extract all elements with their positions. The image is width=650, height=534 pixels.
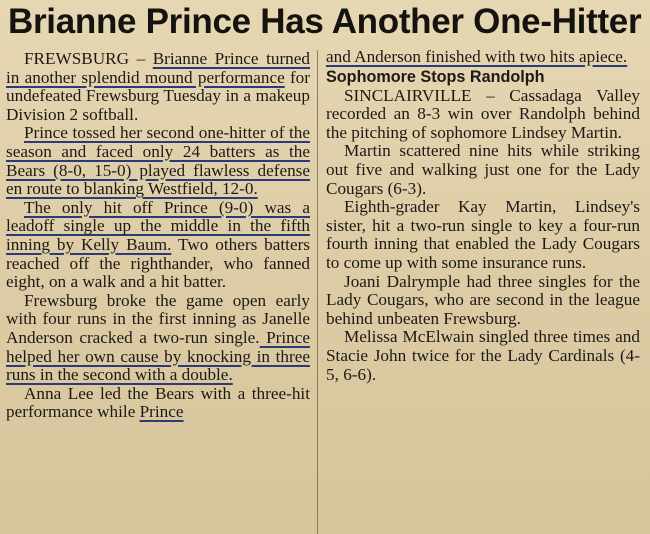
right-column: [326, 48, 640, 384]
underlined-text: Prince tossed her second one-hitter of the season and faced only 24 batters as the Bears (8-0, 15-0) played flawless defense en route to blanking Westfield, 12-0.: [6, 123, 310, 199]
paragraph: Eighth-grader Kay Martin, Lindsey's sister, hit a two-run single to key a four-run fourth inning that enabled the Lady Cougars to come up with some insurance runs.: [326, 197, 640, 272]
paragraph: [326, 48, 640, 67]
headline: Brianne Prince Has Another One-Hitter: [8, 2, 642, 41]
paragraph: SINCLAIRVILLE – Cassadaga Valley recorded an 8-3 win over Randolph behind the pitching of sophomore Lindsey Martin.: [326, 85, 640, 142]
text: for undefeated Frewsburg Tuesday in a makeup Division 2 softball.: [6, 67, 311, 124]
paragraph: [6, 385, 310, 422]
paragraph: [6, 292, 310, 385]
paragraph: [6, 50, 310, 124]
underlined-text: Prince: [139, 402, 184, 422]
text: Anna Lee led the Bears with a three-hit performance while: [6, 383, 310, 422]
underlined-text: and Anderson finished with two hits apiece.: [326, 47, 628, 66]
dateline: FREWSBURG –: [24, 49, 153, 68]
paragraph: Melissa McElwain singled three times and Stacie John twice for the Lady Cardinals (4-5, 6-6).: [326, 327, 640, 384]
paragraph: [6, 124, 310, 198]
paragraph: Joani Dalrymple had three singles for the Lady Cougars, who are second in the league behind unbeaten Frewsburg.: [326, 271, 640, 328]
underlined-text: Prince helped her own cause by knocking in three runs in the second with a double.: [6, 327, 310, 385]
paragraph: [6, 199, 310, 292]
column-divider: [317, 50, 318, 534]
left-column: [6, 50, 310, 422]
text: Frewsburg broke the game open early with four runs in the first inning as Janelle Anderson cracked a two-run single.: [6, 290, 310, 347]
underlined-text: The only hit off Prince (9-0) was a leadoff single up the middle in the fifth inning by Kelly Baum.: [6, 197, 310, 254]
underlined-text: Brianne Prince turned in another splendid mound performance: [6, 49, 310, 87]
text: Two others batters reached off the righthander, who fanned eight, on a walk and a hit batter.: [6, 234, 310, 292]
paragraph: Martin scattered nine hits while striking out five and walking just one for the Lady Cougars (6-3).: [326, 141, 640, 198]
subheadline: Sophomore Stops Randolph: [326, 67, 545, 86]
